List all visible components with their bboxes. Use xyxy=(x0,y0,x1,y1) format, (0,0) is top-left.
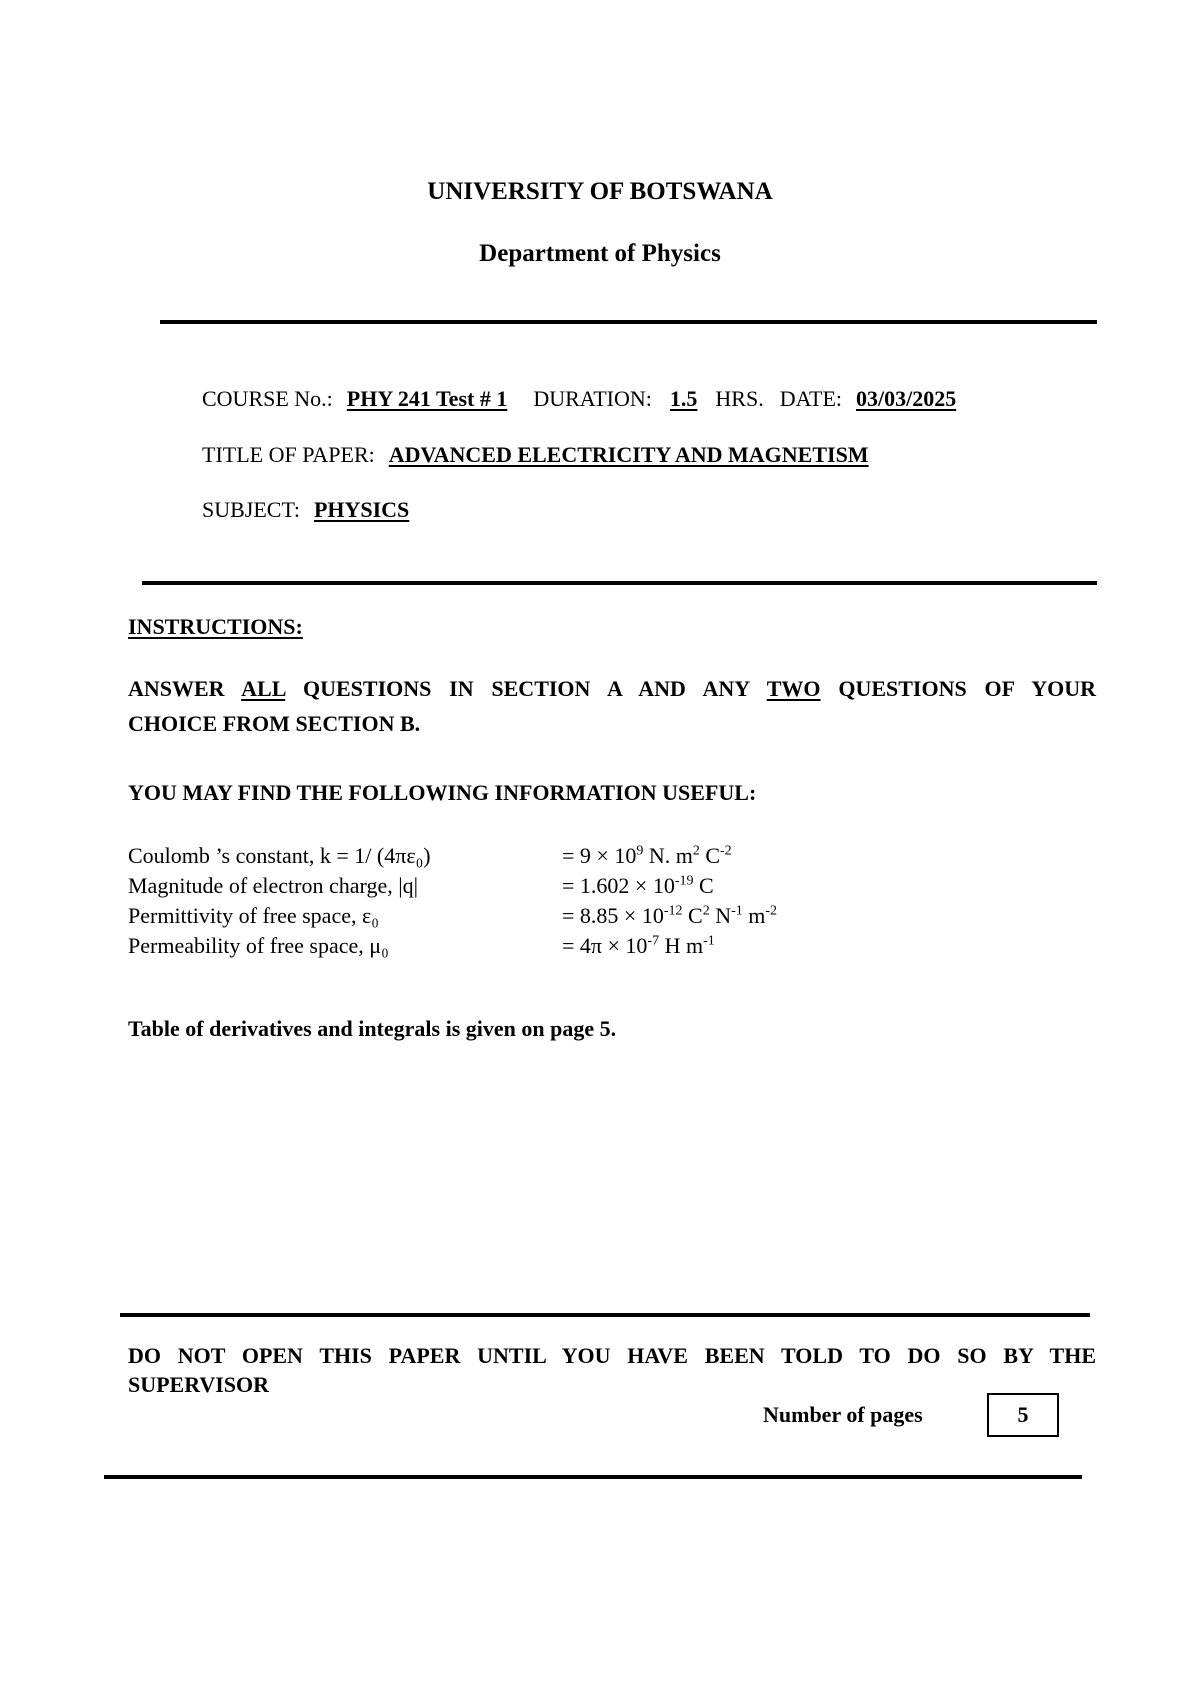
instr-all-emphasis: ALL xyxy=(241,676,286,701)
constant-label: Magnitude of electron charge, |q| xyxy=(128,873,419,898)
pages-label: Number of pages xyxy=(763,1402,923,1427)
constant-row-electron-charge xyxy=(128,873,888,903)
duration-label: DURATION: xyxy=(533,386,652,411)
subject-value: PHYSICS xyxy=(313,497,410,522)
warning-line-1: DO NOT OPEN THIS PAPER UNTIL YOU HAVE BEEN TOLD TO DO SO BY THE xyxy=(128,1343,1096,1368)
constant-row-permittivity xyxy=(128,903,888,933)
warning-line-2: SUPERVISOR xyxy=(128,1372,270,1397)
useful-info-heading: YOU MAY FIND THE FOLLOWING INFORMATION USEFUL: xyxy=(128,780,757,805)
instr-text-a: ANSWER xyxy=(128,676,225,701)
instr-text-b: QUESTIONS IN SECTION A AND ANY xyxy=(302,676,750,701)
date-label: DATE: xyxy=(779,386,843,411)
table-note: Table of derivatives and integrals is given on page 5. xyxy=(128,1016,617,1041)
duration-value: 1.5 xyxy=(669,386,698,411)
course-value: PHY 241 Test # 1 xyxy=(346,386,508,411)
subject-row xyxy=(202,497,409,523)
pages-count-box: 5 xyxy=(987,1393,1059,1437)
divider-top xyxy=(160,320,1097,324)
constant-label: Permittivity of free space, ε₀ xyxy=(128,903,379,928)
course-label: COURSE No.: xyxy=(202,386,333,411)
constant-row-permeability xyxy=(128,933,888,963)
constants-list xyxy=(128,843,888,963)
constant-label: Permeability of free space, μ₀ xyxy=(128,933,389,958)
instructions-heading: INSTRUCTIONS: xyxy=(128,614,303,639)
instructions-line-2: CHOICE FROM SECTION B. xyxy=(128,711,421,736)
instr-two-emphasis: TWO xyxy=(766,676,821,701)
divider-footer-bottom xyxy=(104,1475,1082,1479)
title-label: TITLE OF PAPER: xyxy=(202,442,375,467)
department-name: Department of Physics xyxy=(479,240,721,267)
constant-value: = $9 \times 10^9$ N. $m^2$ $C^{-2}$ xyxy=(562,843,732,868)
constant-value: = $8.85 \times 10^{-12}$ $C^2$ $N^{-1}$ $m^{-2}$ xyxy=(562,903,778,928)
subject-label: SUBJECT: xyxy=(202,497,300,522)
title-value: ADVANCED ELECTRICITY AND MAGNETISM xyxy=(388,442,869,467)
constant-value: = $1.602 \times 10^{-19}$ C xyxy=(562,873,714,898)
constant-value: = $4\pi \times 10^{-7}$ H $m^{-1}$ xyxy=(562,933,715,958)
course-info-row xyxy=(202,386,956,412)
divider-footer-top xyxy=(120,1313,1090,1317)
instructions-line-1 xyxy=(128,676,1096,702)
instr-text-c: QUESTIONS OF YOUR xyxy=(838,676,1096,701)
university-name: UNIVERSITY OF BOTSWANA xyxy=(427,178,773,205)
constant-row-coulomb xyxy=(128,843,888,873)
divider-middle xyxy=(142,581,1097,585)
date-value: 03/03/2025 xyxy=(856,386,957,411)
constant-label: Coulomb ’s constant, k = 1/ (4πε₀) xyxy=(128,843,431,868)
duration-unit: HRS. xyxy=(715,386,764,411)
title-row xyxy=(202,442,869,468)
